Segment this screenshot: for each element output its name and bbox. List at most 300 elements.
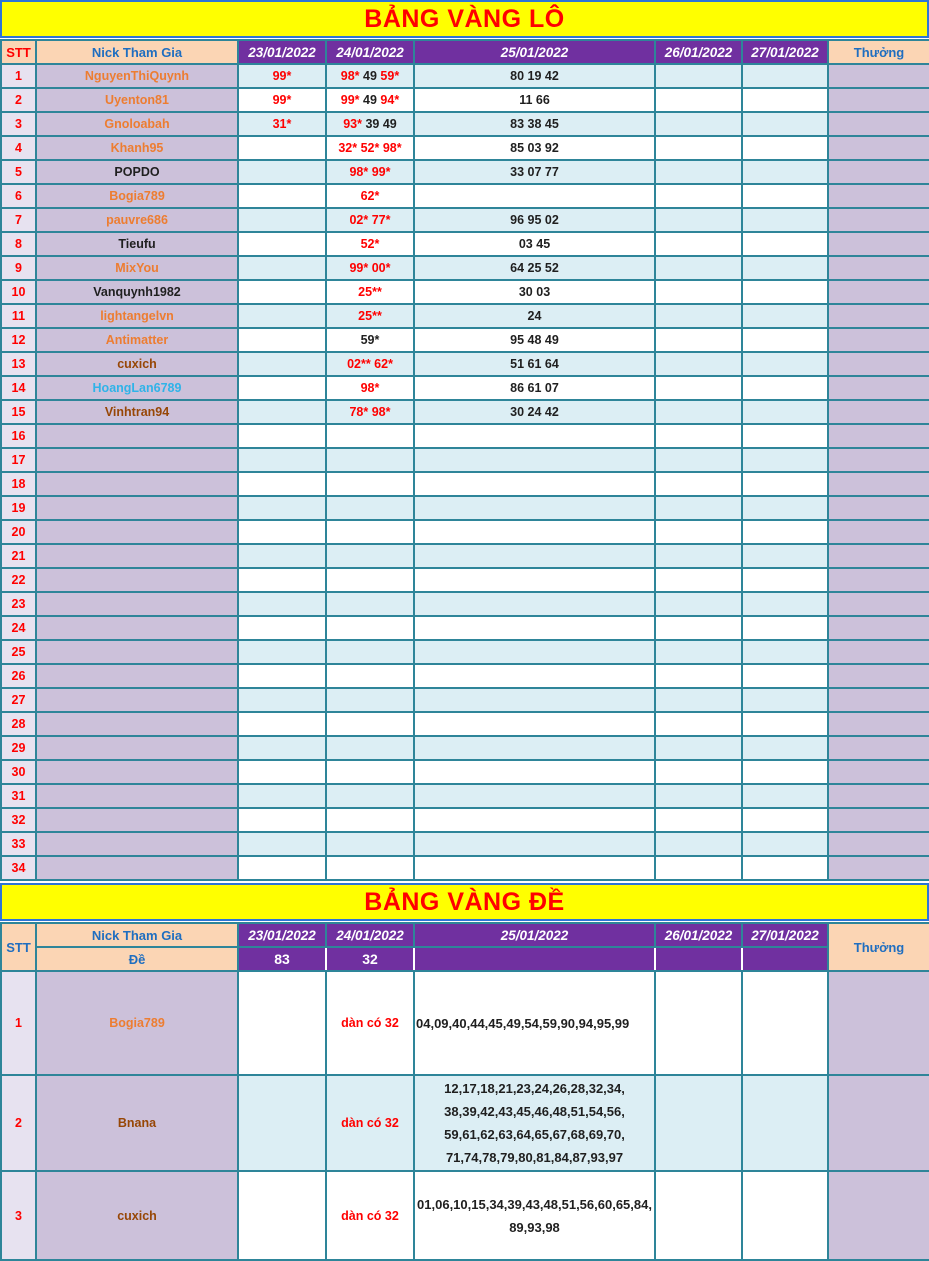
cell-nick[interactable] bbox=[36, 808, 238, 832]
header-date-3[interactable]: 26/01/2022 bbox=[655, 923, 742, 947]
cell-25-01[interactable] bbox=[414, 544, 655, 568]
cell-25-01[interactable] bbox=[414, 712, 655, 736]
cell-25-01[interactable] bbox=[414, 448, 655, 472]
cell-24-01[interactable] bbox=[326, 88, 414, 112]
cell-24-01[interactable] bbox=[326, 208, 414, 232]
cell-thuong[interactable] bbox=[828, 136, 929, 160]
cell-23-01[interactable] bbox=[238, 472, 326, 496]
cell-25-01[interactable] bbox=[414, 496, 655, 520]
cell-nick[interactable]: cuxich bbox=[36, 352, 238, 376]
cell-23-01[interactable] bbox=[238, 424, 326, 448]
header-de-value-2[interactable] bbox=[414, 947, 655, 971]
cell-26-01[interactable] bbox=[655, 640, 742, 664]
cell-nick[interactable] bbox=[36, 448, 238, 472]
header-de-value-4[interactable] bbox=[742, 947, 828, 971]
cell-thuong[interactable] bbox=[828, 568, 929, 592]
cell-24-01[interactable] bbox=[326, 712, 414, 736]
cell-27-01[interactable] bbox=[742, 280, 828, 304]
header-date-1[interactable]: 24/01/2022 bbox=[326, 40, 414, 64]
cell-27-01[interactable] bbox=[742, 136, 828, 160]
cell-23-01[interactable] bbox=[238, 544, 326, 568]
cell-stt[interactable]: 4 bbox=[1, 136, 36, 160]
cell-24-01[interactable] bbox=[326, 760, 414, 784]
cell-nick[interactable]: Antimatter bbox=[36, 328, 238, 352]
cell-stt[interactable]: 28 bbox=[1, 712, 36, 736]
cell-26-01[interactable] bbox=[655, 971, 742, 1075]
cell-thuong[interactable] bbox=[828, 808, 929, 832]
cell-24-01[interactable] bbox=[326, 184, 414, 208]
cell-26-01[interactable] bbox=[655, 328, 742, 352]
cell-stt[interactable]: 24 bbox=[1, 616, 36, 640]
cell-nick[interactable]: Uyenton81 bbox=[36, 88, 238, 112]
cell-23-01[interactable] bbox=[238, 88, 326, 112]
cell-24-01[interactable] bbox=[326, 640, 414, 664]
cell-23-01[interactable] bbox=[238, 664, 326, 688]
cell-27-01[interactable] bbox=[742, 760, 828, 784]
cell-27-01[interactable] bbox=[742, 832, 828, 856]
cell-27-01[interactable] bbox=[742, 1075, 828, 1171]
cell-stt[interactable]: 29 bbox=[1, 736, 36, 760]
cell-25-01[interactable]: 11 66 bbox=[414, 88, 655, 112]
cell-23-01[interactable] bbox=[238, 112, 326, 136]
cell-thuong[interactable] bbox=[828, 376, 929, 400]
cell-24-01[interactable] bbox=[326, 424, 414, 448]
cell-26-01[interactable] bbox=[655, 112, 742, 136]
cell-stt[interactable]: 8 bbox=[1, 232, 36, 256]
cell-27-01[interactable] bbox=[742, 352, 828, 376]
cell-26-01[interactable] bbox=[655, 400, 742, 424]
cell-nick[interactable] bbox=[36, 616, 238, 640]
cell-thuong[interactable] bbox=[828, 64, 929, 88]
cell-25-01[interactable] bbox=[414, 736, 655, 760]
cell-23-01[interactable] bbox=[238, 1171, 326, 1260]
cell-thuong[interactable] bbox=[828, 400, 929, 424]
cell-25-01[interactable]: 33 07 77 bbox=[414, 160, 655, 184]
cell-stt[interactable]: 10 bbox=[1, 280, 36, 304]
cell-26-01[interactable] bbox=[655, 352, 742, 376]
cell-thuong[interactable] bbox=[828, 971, 929, 1075]
cell-24-01[interactable] bbox=[326, 400, 414, 424]
cell-stt[interactable]: 27 bbox=[1, 688, 36, 712]
cell-25-01[interactable] bbox=[414, 424, 655, 448]
cell-thuong[interactable] bbox=[828, 304, 929, 328]
cell-26-01[interactable] bbox=[655, 472, 742, 496]
cell-23-01[interactable] bbox=[238, 256, 326, 280]
cell-24-01[interactable] bbox=[326, 832, 414, 856]
cell-27-01[interactable] bbox=[742, 376, 828, 400]
cell-27-01[interactable] bbox=[742, 112, 828, 136]
cell-nick[interactable]: Khanh95 bbox=[36, 136, 238, 160]
cell-stt[interactable]: 34 bbox=[1, 856, 36, 880]
cell-26-01[interactable] bbox=[655, 760, 742, 784]
cell-nick[interactable] bbox=[36, 712, 238, 736]
cell-26-01[interactable] bbox=[655, 88, 742, 112]
cell-26-01[interactable] bbox=[655, 784, 742, 808]
cell-27-01[interactable] bbox=[742, 971, 828, 1075]
cell-nick[interactable]: NguyenThiQuynh bbox=[36, 64, 238, 88]
cell-23-01[interactable] bbox=[238, 592, 326, 616]
cell-stt[interactable]: 33 bbox=[1, 832, 36, 856]
cell-25-01[interactable]: 95 48 49 bbox=[414, 328, 655, 352]
cell-25-01[interactable] bbox=[414, 1075, 655, 1171]
cell-thuong[interactable] bbox=[828, 592, 929, 616]
cell-23-01[interactable] bbox=[238, 1075, 326, 1171]
cell-25-01[interactable] bbox=[414, 760, 655, 784]
cell-27-01[interactable] bbox=[742, 664, 828, 688]
cell-26-01[interactable] bbox=[655, 856, 742, 880]
cell-thuong[interactable] bbox=[828, 664, 929, 688]
cell-26-01[interactable] bbox=[655, 616, 742, 640]
cell-26-01[interactable] bbox=[655, 304, 742, 328]
cell-25-01[interactable] bbox=[414, 688, 655, 712]
cell-27-01[interactable] bbox=[742, 304, 828, 328]
cell-27-01[interactable] bbox=[742, 544, 828, 568]
cell-nick[interactable]: HoangLan6789 bbox=[36, 376, 238, 400]
cell-27-01[interactable] bbox=[742, 160, 828, 184]
cell-23-01[interactable] bbox=[238, 160, 326, 184]
cell-27-01[interactable] bbox=[742, 688, 828, 712]
cell-stt[interactable]: 1 bbox=[1, 971, 36, 1075]
cell-25-01[interactable] bbox=[414, 472, 655, 496]
cell-23-01[interactable] bbox=[238, 448, 326, 472]
cell-stt[interactable]: 32 bbox=[1, 808, 36, 832]
cell-23-01[interactable] bbox=[238, 520, 326, 544]
cell-24-01[interactable] bbox=[326, 112, 414, 136]
header-date-4[interactable]: 27/01/2022 bbox=[742, 923, 828, 947]
cell-27-01[interactable] bbox=[742, 712, 828, 736]
cell-27-01[interactable] bbox=[742, 592, 828, 616]
cell-24-01[interactable] bbox=[326, 664, 414, 688]
cell-25-01[interactable] bbox=[414, 184, 655, 208]
cell-25-01[interactable]: 30 24 42 bbox=[414, 400, 655, 424]
cell-23-01[interactable] bbox=[238, 971, 326, 1075]
cell-stt[interactable]: 25 bbox=[1, 640, 36, 664]
cell-stt[interactable]: 11 bbox=[1, 304, 36, 328]
cell-27-01[interactable] bbox=[742, 736, 828, 760]
cell-thuong[interactable] bbox=[828, 208, 929, 232]
header-date-0[interactable]: 23/01/2022 bbox=[238, 40, 326, 64]
cell-25-01[interactable] bbox=[414, 856, 655, 880]
cell-nick[interactable] bbox=[36, 856, 238, 880]
cell-27-01[interactable] bbox=[742, 256, 828, 280]
cell-24-01[interactable] bbox=[326, 736, 414, 760]
cell-23-01[interactable] bbox=[238, 832, 326, 856]
cell-27-01[interactable] bbox=[742, 208, 828, 232]
cell-24-01[interactable] bbox=[326, 544, 414, 568]
header-date-3[interactable]: 26/01/2022 bbox=[655, 40, 742, 64]
cell-thuong[interactable] bbox=[828, 160, 929, 184]
cell-27-01[interactable] bbox=[742, 1171, 828, 1260]
cell-23-01[interactable] bbox=[238, 184, 326, 208]
cell-27-01[interactable] bbox=[742, 232, 828, 256]
cell-24-01[interactable] bbox=[326, 520, 414, 544]
cell-24-01[interactable] bbox=[326, 304, 414, 328]
cell-stt[interactable]: 1 bbox=[1, 64, 36, 88]
cell-24-01[interactable] bbox=[326, 280, 414, 304]
cell-23-01[interactable] bbox=[238, 640, 326, 664]
cell-25-01[interactable] bbox=[414, 971, 655, 1075]
cell-27-01[interactable] bbox=[742, 808, 828, 832]
cell-26-01[interactable] bbox=[655, 424, 742, 448]
cell-27-01[interactable] bbox=[742, 472, 828, 496]
cell-26-01[interactable] bbox=[655, 544, 742, 568]
cell-24-01[interactable] bbox=[326, 496, 414, 520]
cell-thuong[interactable] bbox=[828, 760, 929, 784]
cell-26-01[interactable] bbox=[655, 664, 742, 688]
cell-23-01[interactable] bbox=[238, 712, 326, 736]
header-thuong[interactable]: Thưởng bbox=[828, 40, 929, 64]
cell-thuong[interactable] bbox=[828, 280, 929, 304]
cell-thuong[interactable] bbox=[828, 688, 929, 712]
cell-thuong[interactable] bbox=[828, 112, 929, 136]
cell-nick[interactable] bbox=[36, 688, 238, 712]
cell-stt[interactable]: 14 bbox=[1, 376, 36, 400]
cell-stt[interactable]: 9 bbox=[1, 256, 36, 280]
cell-stt[interactable]: 2 bbox=[1, 88, 36, 112]
cell-27-01[interactable] bbox=[742, 784, 828, 808]
cell-nick[interactable] bbox=[36, 424, 238, 448]
cell-thuong[interactable] bbox=[828, 1171, 929, 1260]
cell-26-01[interactable] bbox=[655, 1171, 742, 1260]
cell-26-01[interactable] bbox=[655, 712, 742, 736]
cell-26-01[interactable] bbox=[655, 448, 742, 472]
cell-24-01[interactable]: dàn có 32 bbox=[326, 1075, 414, 1171]
cell-thuong[interactable] bbox=[828, 232, 929, 256]
cell-24-01[interactable] bbox=[326, 856, 414, 880]
cell-nick[interactable]: Vinhtran94 bbox=[36, 400, 238, 424]
cell-25-01[interactable] bbox=[414, 1171, 655, 1260]
cell-nick[interactable] bbox=[36, 544, 238, 568]
cell-26-01[interactable] bbox=[655, 832, 742, 856]
cell-25-01[interactable]: 51 61 64 bbox=[414, 352, 655, 376]
header-de-value-1[interactable]: 32 bbox=[326, 947, 414, 971]
cell-nick[interactable] bbox=[36, 784, 238, 808]
header-nick-tham-gia[interactable]: Nick Tham Gia bbox=[36, 40, 238, 64]
cell-27-01[interactable] bbox=[742, 496, 828, 520]
header-date-4[interactable]: 27/01/2022 bbox=[742, 40, 828, 64]
cell-thuong[interactable] bbox=[828, 328, 929, 352]
cell-thuong[interactable] bbox=[828, 352, 929, 376]
cell-24-01[interactable] bbox=[326, 256, 414, 280]
cell-26-01[interactable] bbox=[655, 1075, 742, 1171]
cell-stt[interactable]: 2 bbox=[1, 1075, 36, 1171]
cell-stt[interactable]: 22 bbox=[1, 568, 36, 592]
cell-27-01[interactable] bbox=[742, 520, 828, 544]
cell-stt[interactable]: 19 bbox=[1, 496, 36, 520]
header-de[interactable]: Đề bbox=[36, 947, 238, 971]
cell-25-01[interactable] bbox=[414, 640, 655, 664]
cell-26-01[interactable] bbox=[655, 808, 742, 832]
cell-nick[interactable]: Bnana bbox=[36, 1075, 238, 1171]
cell-26-01[interactable] bbox=[655, 280, 742, 304]
cell-stt[interactable]: 21 bbox=[1, 544, 36, 568]
cell-25-01[interactable]: 03 45 bbox=[414, 232, 655, 256]
header-thuong[interactable]: Thưởng bbox=[828, 923, 929, 971]
cell-27-01[interactable] bbox=[742, 640, 828, 664]
cell-25-01[interactable] bbox=[414, 592, 655, 616]
cell-23-01[interactable] bbox=[238, 280, 326, 304]
cell-23-01[interactable] bbox=[238, 616, 326, 640]
cell-nick[interactable]: Bogia789 bbox=[36, 971, 238, 1075]
cell-27-01[interactable] bbox=[742, 328, 828, 352]
cell-thuong[interactable] bbox=[828, 832, 929, 856]
cell-nick[interactable] bbox=[36, 520, 238, 544]
cell-25-01[interactable]: 85 03 92 bbox=[414, 136, 655, 160]
cell-24-01[interactable] bbox=[326, 328, 414, 352]
cell-24-01[interactable] bbox=[326, 64, 414, 88]
cell-24-01[interactable] bbox=[326, 592, 414, 616]
cell-26-01[interactable] bbox=[655, 184, 742, 208]
cell-thuong[interactable] bbox=[828, 520, 929, 544]
cell-23-01[interactable] bbox=[238, 352, 326, 376]
cell-25-01[interactable]: 30 03 bbox=[414, 280, 655, 304]
cell-23-01[interactable] bbox=[238, 784, 326, 808]
cell-nick[interactable] bbox=[36, 592, 238, 616]
cell-thuong[interactable] bbox=[828, 256, 929, 280]
cell-26-01[interactable] bbox=[655, 568, 742, 592]
cell-stt[interactable]: 17 bbox=[1, 448, 36, 472]
cell-nick[interactable]: Tieufu bbox=[36, 232, 238, 256]
cell-nick[interactable] bbox=[36, 496, 238, 520]
cell-stt[interactable]: 30 bbox=[1, 760, 36, 784]
cell-thuong[interactable] bbox=[828, 472, 929, 496]
cell-24-01[interactable] bbox=[326, 688, 414, 712]
cell-25-01[interactable] bbox=[414, 568, 655, 592]
cell-25-01[interactable]: 64 25 52 bbox=[414, 256, 655, 280]
header-date-2[interactable]: 25/01/2022 bbox=[414, 923, 655, 947]
cell-stt[interactable]: 31 bbox=[1, 784, 36, 808]
cell-27-01[interactable] bbox=[742, 616, 828, 640]
cell-25-01[interactable]: 83 38 45 bbox=[414, 112, 655, 136]
cell-25-01[interactable] bbox=[414, 784, 655, 808]
cell-24-01[interactable] bbox=[326, 136, 414, 160]
cell-nick[interactable] bbox=[36, 640, 238, 664]
cell-23-01[interactable] bbox=[238, 688, 326, 712]
cell-26-01[interactable] bbox=[655, 232, 742, 256]
cell-thuong[interactable] bbox=[828, 184, 929, 208]
cell-thuong[interactable] bbox=[828, 448, 929, 472]
cell-nick[interactable]: Gnoloabah bbox=[36, 112, 238, 136]
cell-24-01[interactable] bbox=[326, 784, 414, 808]
cell-thuong[interactable] bbox=[828, 736, 929, 760]
cell-nick[interactable]: Vanquynh1982 bbox=[36, 280, 238, 304]
cell-23-01[interactable] bbox=[238, 328, 326, 352]
cell-27-01[interactable] bbox=[742, 424, 828, 448]
cell-25-01[interactable] bbox=[414, 520, 655, 544]
cell-26-01[interactable] bbox=[655, 520, 742, 544]
cell-stt[interactable]: 20 bbox=[1, 520, 36, 544]
cell-24-01[interactable] bbox=[326, 232, 414, 256]
cell-23-01[interactable] bbox=[238, 304, 326, 328]
cell-24-01[interactable] bbox=[326, 448, 414, 472]
header-date-0[interactable]: 23/01/2022 bbox=[238, 923, 326, 947]
cell-27-01[interactable] bbox=[742, 88, 828, 112]
cell-thuong[interactable] bbox=[828, 856, 929, 880]
cell-25-01[interactable]: 24 bbox=[414, 304, 655, 328]
cell-27-01[interactable] bbox=[742, 64, 828, 88]
cell-23-01[interactable] bbox=[238, 856, 326, 880]
cell-24-01[interactable] bbox=[326, 808, 414, 832]
cell-27-01[interactable] bbox=[742, 184, 828, 208]
cell-thuong[interactable] bbox=[828, 616, 929, 640]
cell-27-01[interactable] bbox=[742, 400, 828, 424]
header-date-2[interactable]: 25/01/2022 bbox=[414, 40, 655, 64]
cell-nick[interactable]: cuxich bbox=[36, 1171, 238, 1260]
cell-thuong[interactable] bbox=[828, 496, 929, 520]
header-date-1[interactable]: 24/01/2022 bbox=[326, 923, 414, 947]
header-stt[interactable]: STT bbox=[1, 40, 36, 64]
cell-thuong[interactable] bbox=[828, 544, 929, 568]
cell-23-01[interactable] bbox=[238, 64, 326, 88]
cell-stt[interactable]: 6 bbox=[1, 184, 36, 208]
cell-stt[interactable]: 5 bbox=[1, 160, 36, 184]
cell-stt[interactable]: 16 bbox=[1, 424, 36, 448]
cell-25-01[interactable] bbox=[414, 664, 655, 688]
cell-23-01[interactable] bbox=[238, 232, 326, 256]
cell-nick[interactable] bbox=[36, 472, 238, 496]
cell-27-01[interactable] bbox=[742, 568, 828, 592]
cell-25-01[interactable]: 96 95 02 bbox=[414, 208, 655, 232]
cell-25-01[interactable]: 80 19 42 bbox=[414, 64, 655, 88]
cell-nick[interactable] bbox=[36, 736, 238, 760]
cell-23-01[interactable] bbox=[238, 808, 326, 832]
cell-27-01[interactable] bbox=[742, 448, 828, 472]
cell-24-01[interactable] bbox=[326, 376, 414, 400]
cell-stt[interactable]: 7 bbox=[1, 208, 36, 232]
cell-thuong[interactable] bbox=[828, 640, 929, 664]
cell-25-01[interactable] bbox=[414, 616, 655, 640]
cell-nick[interactable]: pauvre686 bbox=[36, 208, 238, 232]
cell-25-01[interactable] bbox=[414, 832, 655, 856]
header-nick-tham-gia[interactable]: Nick Tham Gia bbox=[36, 923, 238, 947]
cell-nick[interactable]: Bogia789 bbox=[36, 184, 238, 208]
cell-24-01[interactable] bbox=[326, 160, 414, 184]
cell-nick[interactable]: MixYou bbox=[36, 256, 238, 280]
cell-23-01[interactable] bbox=[238, 760, 326, 784]
cell-25-01[interactable] bbox=[414, 808, 655, 832]
cell-stt[interactable]: 3 bbox=[1, 112, 36, 136]
cell-26-01[interactable] bbox=[655, 376, 742, 400]
cell-stt[interactable]: 23 bbox=[1, 592, 36, 616]
cell-nick[interactable]: lightangelvn bbox=[36, 304, 238, 328]
cell-23-01[interactable] bbox=[238, 736, 326, 760]
cell-stt[interactable]: 18 bbox=[1, 472, 36, 496]
cell-24-01[interactable] bbox=[326, 352, 414, 376]
header-stt[interactable]: STT bbox=[1, 923, 36, 971]
cell-stt[interactable]: 26 bbox=[1, 664, 36, 688]
cell-thuong[interactable] bbox=[828, 1075, 929, 1171]
cell-26-01[interactable] bbox=[655, 688, 742, 712]
cell-nick[interactable]: POPDO bbox=[36, 160, 238, 184]
cell-25-01[interactable]: 86 61 07 bbox=[414, 376, 655, 400]
cell-23-01[interactable] bbox=[238, 400, 326, 424]
cell-nick[interactable] bbox=[36, 664, 238, 688]
cell-24-01[interactable] bbox=[326, 472, 414, 496]
cell-thuong[interactable] bbox=[828, 712, 929, 736]
cell-23-01[interactable] bbox=[238, 568, 326, 592]
cell-24-01[interactable] bbox=[326, 568, 414, 592]
cell-nick[interactable] bbox=[36, 832, 238, 856]
cell-nick[interactable] bbox=[36, 568, 238, 592]
cell-26-01[interactable] bbox=[655, 136, 742, 160]
cell-thuong[interactable] bbox=[828, 88, 929, 112]
cell-27-01[interactable] bbox=[742, 856, 828, 880]
cell-thuong[interactable] bbox=[828, 424, 929, 448]
cell-stt[interactable]: 3 bbox=[1, 1171, 36, 1260]
cell-26-01[interactable] bbox=[655, 208, 742, 232]
cell-26-01[interactable] bbox=[655, 592, 742, 616]
header-de-value-3[interactable] bbox=[655, 947, 742, 971]
